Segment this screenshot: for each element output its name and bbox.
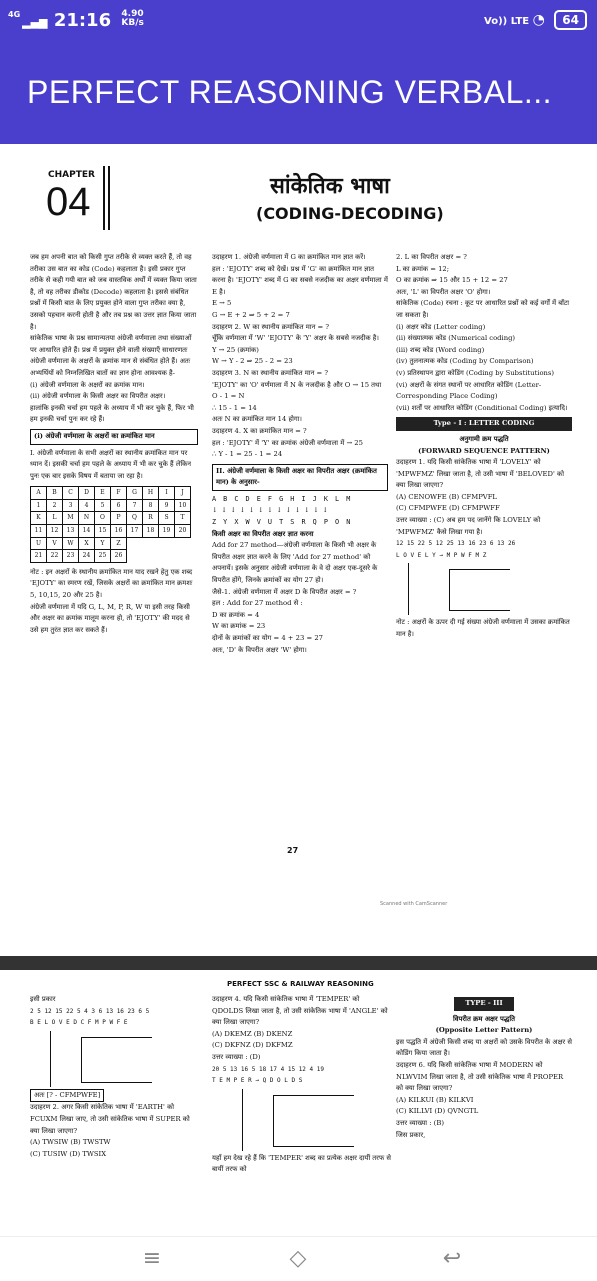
grid-cell: X bbox=[79, 537, 95, 550]
grid-cell: N bbox=[79, 512, 95, 525]
battery-icon: 64 bbox=[554, 10, 587, 30]
wifi-icon: ◔ bbox=[532, 12, 545, 28]
grid-cell: 1 bbox=[31, 499, 47, 512]
list-item: (vi) अक्षरों के संगत स्थानों पर आधारित कोडिंग (Letter-Corresponding Place Coding) bbox=[396, 380, 542, 401]
network-type: 4G bbox=[8, 10, 21, 19]
example-line: उदाहरण 4. X का क्रमांकित मान = ? bbox=[212, 426, 307, 435]
grid-cell bbox=[143, 537, 159, 550]
option-line: (A) CENOWFE (B) CFMPVFL bbox=[396, 492, 497, 501]
text-column-3 bbox=[396, 994, 572, 1141]
grid-cell: 9 bbox=[159, 499, 175, 512]
code-letters: B E L O V E D C F M P W F E bbox=[30, 1019, 128, 1027]
text-column-2 bbox=[212, 994, 392, 1176]
code-numbers: 20 5 13 16 5 18 17 4 15 12 4 19 bbox=[212, 1065, 324, 1073]
code-numbers: 12 15 22 5 12 25 13 16 23 6 13 26 bbox=[396, 540, 516, 548]
grid-cell: 3 bbox=[63, 499, 79, 512]
grid-cell: Y bbox=[95, 537, 111, 550]
paragraph: हालांकि इनकी चर्चा हम पहले के अध्याय में भी कर चुके हैं, फिर भी हम इनकी चर्चा पुनः कर रहे हैं। bbox=[30, 403, 194, 424]
list-item: (iii) शब्द कोड (Word coding) bbox=[396, 345, 485, 354]
grid-cell: 8 bbox=[143, 499, 159, 512]
example-line: हल : Add for 27 method से : bbox=[212, 599, 303, 608]
grid-row bbox=[31, 525, 191, 538]
grid-cell: 5 bbox=[95, 499, 111, 512]
example-line: हल : 'EJOTY' शब्द को देखें। प्रश्न में 'G' का क्रमांकित मान ज्ञात करना है। 'EJOTY' शब्द में G का सबसे नजदीक का अक्षर वर्णमाला में E है। bbox=[212, 264, 388, 296]
grid-cell: Q bbox=[127, 512, 143, 525]
code-letters: L O V E L Y → M P W F M Z bbox=[396, 551, 487, 559]
example-line: किसी अक्षर का विपरीत अक्षर ज्ञात करना bbox=[212, 529, 314, 538]
type-subheading: अनुगामी क्रम पद्धति bbox=[459, 434, 509, 443]
grid-cell: 17 bbox=[127, 525, 143, 538]
example-line: अतः N का क्रमांकित मान 14 होगा। bbox=[212, 415, 303, 424]
grid-cell: B bbox=[47, 487, 63, 500]
grid-cell: A bbox=[31, 487, 47, 500]
paragraph: I. अंग्रेजी वर्णमाला के सभी अक्षरों का स्थानीय क्रमांकित मान पर ध्यान दें। इसकी चर्चा हम पहले के अध्याय में भी कर चुके हैं लेकिन पुनः एक बार इसके विषय में बताया जा रहा है। bbox=[30, 448, 192, 480]
option-line: (A) TWSIW (B) TWSTW bbox=[30, 1138, 111, 1147]
grid-cell: 23 bbox=[63, 550, 79, 563]
text-column-1 bbox=[30, 994, 200, 1160]
example-line: उदाहरण 1. यदि किसी सांकेतिक भाषा में 'LOVELY' को 'MPWFMZ' लिखा जाता है, तो उसी भाषा में 'BELOVED' को क्या लिखा जाएगा? bbox=[396, 458, 564, 490]
coding-diagram bbox=[242, 1089, 373, 1151]
grid-cell: 22 bbox=[47, 550, 63, 563]
grid-cell bbox=[175, 537, 191, 550]
example-line: उत्तर व्याख्या : (C) अब हम पद जानेंगे कि LOVELY को 'MPWFMZ' कैसे लिखा गया है। bbox=[396, 516, 541, 536]
section-heading: (i) अंग्रेजी वर्णमाला के अक्षरों का क्रमांकित मान bbox=[30, 429, 198, 445]
grid-cell: T bbox=[175, 512, 191, 525]
example-line: यहाँ हम देख रहे हैं कि 'TEMPER' शब्द का प्रत्येक अक्षर दायीं तरफ से बायीं तरफ को bbox=[212, 1153, 391, 1174]
chapter-label: CHAPTER bbox=[48, 170, 95, 180]
page-27 bbox=[0, 144, 597, 854]
back-button[interactable] bbox=[432, 1243, 472, 1275]
coding-diagram bbox=[408, 563, 519, 615]
example-line: उदाहरण 4. यदि किसी सांकेतिक भाषा में 'TEMPER' को QDOLDS लिखा जाता है, तो उसी सांकेतिक भाषा में 'ANGLE' को क्या लिखा जाएगा? bbox=[212, 995, 388, 1027]
home-button[interactable] bbox=[278, 1243, 318, 1275]
grid-cell: S bbox=[159, 512, 175, 525]
list-item: (ii) अंग्रेजी वर्णमाला के किसी अक्षर का विपरीत अक्षर। bbox=[30, 392, 166, 401]
clock: 21:16 bbox=[53, 10, 112, 31]
example-line: उदाहरण 2. W का स्थानीय क्रमांकित मान = ? bbox=[212, 322, 330, 331]
alphabet-bottom-row: Z Y X W V U T S R Q P O N bbox=[212, 518, 352, 527]
grid-cell: H bbox=[143, 487, 159, 500]
grid-cell: E bbox=[95, 487, 111, 500]
page-number: 27 bbox=[287, 846, 299, 855]
option-line: (A) DKEMZ (B) DKENZ bbox=[212, 1029, 293, 1038]
grid-row bbox=[31, 550, 191, 563]
text-column-1 bbox=[30, 252, 198, 636]
option-line: (C) DKFNZ (D) DKFMZ bbox=[212, 1041, 293, 1050]
paragraph: अंग्रेजी वर्णमाला में यदि G, L, M, P, R, W या इसी तरह किसी और अक्षर का क्रमांक मालूम करना हो, तो 'EJOTY' की मदद से उसे हम तुरंत ज्ञात कर सकते हैं। bbox=[30, 602, 190, 634]
grid-cell: V bbox=[47, 537, 63, 550]
example-line: जिस प्रकार, bbox=[396, 1130, 426, 1139]
list-item: (ii) संख्यात्मक कोड (Numerical coding) bbox=[396, 334, 516, 343]
page-header: PERFECT SSC & RAILWAY REASONING bbox=[227, 980, 374, 988]
example-line: ∴ 15 - 1 = 14 bbox=[212, 403, 257, 412]
grid-cell: 21 bbox=[31, 550, 47, 563]
example-line: इसी प्रकार bbox=[30, 995, 56, 1003]
section-heading: II. अंग्रेजी वर्णमाला के किसी अक्षर का विपरीत अक्षर (क्रमांकित मान) के अनुसार- bbox=[212, 464, 388, 491]
grid-row bbox=[31, 499, 191, 512]
page-separator bbox=[0, 956, 597, 970]
grid-cell: 26 bbox=[111, 550, 127, 563]
grid-cell bbox=[143, 550, 159, 563]
grid-cell bbox=[159, 537, 175, 550]
grid-cell: 7 bbox=[127, 499, 143, 512]
example-line: उदाहरण 6. यदि किसी सांकेतिक भाषा में MODERN को NLWVIM लिखा जाता है, तो उसी सांकेतिक भाषा में PROPER को क्या लिखा जाएगा? bbox=[396, 1060, 564, 1093]
type-heading: TYPE - III bbox=[454, 997, 514, 1011]
answer-line: अतः [? - CFMPWFE] bbox=[30, 1089, 200, 1103]
grid-cell bbox=[159, 550, 175, 563]
type-subheading-english: (FORWARD SEQUENCE PATTERN) bbox=[418, 446, 550, 455]
example-line: W का क्रमांक = 23 bbox=[212, 622, 266, 631]
option-line: (C) CFMPWFE (D) CFMPWFF bbox=[396, 504, 500, 513]
example-line: D का क्रमांक = 4 bbox=[212, 610, 260, 619]
alphabet-arrows: ↓↓↓↓↓↓↓↓↓↓↓↓↓ bbox=[212, 506, 332, 515]
grid-cell: 10 bbox=[175, 499, 191, 512]
text-column-2 bbox=[212, 252, 388, 656]
grid-cell: 14 bbox=[79, 525, 95, 538]
grid-cell bbox=[175, 550, 191, 563]
example-line: हल : 'EJOTY' में 'Y' का क्रमांक अंग्रेजी वर्णमाला में → 25 bbox=[212, 438, 363, 447]
grid-cell: O bbox=[95, 512, 111, 525]
list-item: (i) अंग्रेजी वर्णमाला के अक्षरों का क्रमांक मान। bbox=[30, 380, 145, 389]
grid-cell: 12 bbox=[47, 525, 63, 538]
example-line: दोनों के क्रमांकों का योग = 4 + 23 = 27 bbox=[212, 634, 323, 642]
grid-cell: I bbox=[159, 487, 175, 500]
list-item: (v) प्रतिस्थापन द्वारा कोडिंग (Coding by Substitutions) bbox=[396, 368, 555, 377]
grid-cell: 16 bbox=[111, 525, 127, 538]
example-line: G → E + 2 ⇒ 5 + 2 = 7 bbox=[212, 310, 290, 319]
document-title: PERFECT REASONING VERBAL... bbox=[27, 74, 553, 110]
grid-cell: 25 bbox=[95, 550, 111, 563]
grid-row bbox=[31, 512, 191, 525]
status-bar bbox=[0, 0, 597, 44]
recents-icon: ≡ bbox=[142, 1246, 162, 1271]
example-line: ∴ Y - 1 = 25 - 1 = 24 bbox=[212, 450, 283, 459]
list-item: (vii) शर्तों पर आधारित कोडिंग (Conditional Coding) इत्यादि। bbox=[396, 403, 568, 412]
grid-cell: C bbox=[63, 487, 79, 500]
example-line: O का क्रमांक ⇒ 15 और 15 + 12 = 27 bbox=[396, 276, 508, 285]
coding-diagram bbox=[50, 1031, 171, 1087]
grid-cell: 11 bbox=[31, 525, 47, 538]
paragraph: इस पद्धति में अंग्रेजी किसी शब्द या अक्षरों को उसके विपरीत के अक्षर से कोडिंग किया जाता है। bbox=[396, 1037, 572, 1058]
grid-cell: R bbox=[143, 512, 159, 525]
grid-cell: 6 bbox=[111, 499, 127, 512]
grid-cell: G bbox=[127, 487, 143, 500]
example-line: उदाहरण 2. अगर किसी सांकेतिक भाषा में 'EARTH' को FCUXM लिखा जाए, तो उसी सांकेतिक भाषा में SUPER को क्या लिखा जाएगा? bbox=[30, 1103, 190, 1135]
signal-icon: ▂▄▆ bbox=[22, 16, 48, 29]
paragraph: सांकेतिक (Code) रचना : कूट पर आधारित प्रश्नों को कई वर्गों में बाँटा जा सकता है। bbox=[396, 299, 570, 319]
grid-row bbox=[31, 487, 191, 500]
example-line: अतः, 'D' के विपरीत अक्षर 'W' होगा। bbox=[212, 645, 307, 654]
document-viewer[interactable] bbox=[0, 144, 597, 1236]
grid-cell: 13 bbox=[63, 525, 79, 538]
code-numbers: 2 5 12 15 22 5 4 3 6 13 16 23 6 5 bbox=[30, 1007, 150, 1015]
grid-cell: Z bbox=[111, 537, 127, 550]
page-28 bbox=[0, 970, 597, 1236]
text-column-3 bbox=[396, 252, 572, 641]
type-heading: Type - I : LETTER CODING bbox=[396, 417, 572, 431]
chapter-divider bbox=[103, 166, 110, 230]
scanner-watermark: Scanned with CamScanner bbox=[380, 901, 448, 907]
grid-cell: W bbox=[63, 537, 79, 550]
grid-cell: 24 bbox=[79, 550, 95, 563]
grid-row bbox=[31, 537, 191, 550]
note: नोट : इन अक्षरों के स्थानीय क्रमांकित मान याद रखने हेतु एक शब्द 'EJOTY' का स्मरण रखें, जिसके अक्षरों का क्रमांकित मान क्रमशः 5, 10,15, 20 और 25 है। bbox=[30, 567, 193, 600]
example-line: W → Y - 2 ⇒ 25 - 2 = 23 bbox=[212, 357, 293, 366]
grid-cell bbox=[127, 537, 143, 550]
note: नोट : अक्षरों के ऊपर दी गई संख्या अंग्रेजी वर्णमाला में उसका क्रमांकित मान है। bbox=[396, 618, 570, 639]
list-item: (iv) तुलनात्मक कोड (Coding by Comparison) bbox=[396, 357, 534, 366]
app-bar bbox=[0, 44, 597, 144]
home-icon: ◇ bbox=[289, 1246, 307, 1271]
status-right bbox=[484, 10, 587, 30]
grid-cell: D bbox=[79, 487, 95, 500]
grid-cell: J bbox=[175, 487, 191, 500]
chapter-title-hindi: सांकेतिक भाषा bbox=[270, 173, 390, 199]
grid-cell: 2 bbox=[47, 499, 63, 512]
back-icon: ↩ bbox=[442, 1246, 462, 1271]
grid-cell: 15 bbox=[95, 525, 111, 538]
example-line: उदाहरण 3. N का स्थानीय क्रमांकित मान = ? bbox=[212, 368, 329, 377]
network-speed: 4.90 KB/s bbox=[121, 9, 144, 28]
grid-cell: U bbox=[31, 537, 47, 550]
paragraph: जब हम अपनी बात को किसी गुप्त तरीके से व्यक्त करते हैं, तो वह तरीका उस बात का कोड (Code) कहलाता है। इसी प्रकार गुप्त तरीके से कही गयी बात को जब वास्तविक अर्थों में व्यक्त किया जाता है, तो वह तरीका डीकोड (Decode) कहलाता है। इससे संबंधित प्रश्नों में किसी बात के लिए प्रयुक्त होने वाला गुप्त तरीका क्या है, उसको पहचान करनी होती है और तब प्रश्न का उत्तर ज्ञात किया जाता है। bbox=[30, 253, 197, 331]
type-subheading-english: (Opposite Letter Pattern) bbox=[435, 1026, 533, 1035]
recents-button[interactable] bbox=[132, 1243, 172, 1275]
list-item: (i) अक्षर कोड (Letter coding) bbox=[396, 322, 486, 331]
option-line: (C) KILLVI (D) QVNGTL bbox=[396, 1107, 479, 1116]
answer-line: उत्तर व्याख्या : (D) bbox=[212, 1052, 261, 1061]
status-left bbox=[8, 10, 144, 31]
example-line: चूँकि वर्णमाला में 'W' 'EJOTY' के 'Y' अक्षर के सबसे नजदीक है। bbox=[212, 334, 379, 343]
example-line: अतः, 'L' का विपरीत अक्षर 'O' होगा। bbox=[396, 287, 491, 296]
grid-cell bbox=[127, 550, 143, 563]
alphabet-top-row: A B C D E F G H I J K L M bbox=[212, 494, 352, 503]
example-line: जैसे-1. अंग्रेजी वर्णमाला में अक्षर D के विपरीत अक्षर = ? bbox=[212, 587, 357, 596]
grid-cell: K bbox=[31, 512, 47, 525]
grid-cell: 18 bbox=[143, 525, 159, 538]
grid-cell: 4 bbox=[79, 499, 95, 512]
chapter-number: 04 bbox=[46, 180, 91, 224]
example-line: L का क्रमांक = 12; bbox=[396, 264, 450, 273]
paragraph: सांकेतिक भाषा के प्रश्न सामान्यतया अंग्रेजी वर्णमाला तथा संख्याओं पर आधारित होते हैं। प्रश्न में प्रयुक्त होने वाली संख्याएँ साधारणतः अंग्रेजी वर्णमाला के अक्षरों के क्रमांक मान से संबंधित होते हैं। अतः अभ्यर्थियों को निम्नलिखित बातों का ज्ञान होना आवश्यक है- bbox=[30, 334, 192, 377]
type-subheading: विपरीत क्रम अक्षर पद्धति bbox=[453, 1014, 515, 1023]
grid-cell: M bbox=[63, 512, 79, 525]
example-line: 'EJOTY' का 'O' वर्णमाला में N के नजदीक है और O → 15 तथा O - 1 = N bbox=[212, 380, 382, 401]
code-letters: T E M P E R → Q D O L D S bbox=[212, 1077, 303, 1085]
system-nav-bar bbox=[0, 1236, 597, 1281]
grid-cell: 20 bbox=[175, 525, 191, 538]
grid-cell: F bbox=[111, 487, 127, 500]
answer-line: उत्तर व्याख्या : (B) bbox=[396, 1118, 444, 1127]
option-line: (C) TUSIW (D) TWSIX bbox=[30, 1149, 107, 1158]
example-line: 2. L का विपरीत अक्षर = ? bbox=[396, 253, 467, 261]
grid-cell: P bbox=[111, 512, 127, 525]
grid-cell: 19 bbox=[159, 525, 175, 538]
example-line: Add for 27 method—अंग्रेजी वर्णमाला के किसी भी अक्षर के विपरीत अक्षर ज्ञात करने के लिए 'Add for 27 method' को अपनायें। इसके अनुसार अंग्रेजी वर्णमाला के वे दो अक्षर एक-दूसरे के विपरीत होंगे, जिनके क्रमांकों का योग 27 हो। bbox=[212, 541, 378, 585]
volte-icon: Vo)) LTE bbox=[484, 16, 530, 27]
option-line: (A) KILKUI (B) KILKVI bbox=[396, 1095, 474, 1104]
example-line: E → 5 bbox=[212, 299, 232, 308]
grid-cell: L bbox=[47, 512, 63, 525]
example-line: उदाहरण 1. अंग्रेजी वर्णमाला में G का क्रमांकित मान ज्ञात करें। bbox=[212, 253, 366, 261]
alphabet-grid bbox=[30, 486, 191, 563]
example-line: Y → 25 (क्रमांक) bbox=[212, 345, 259, 354]
chapter-title-english: (CODING-DECODING) bbox=[256, 204, 444, 223]
